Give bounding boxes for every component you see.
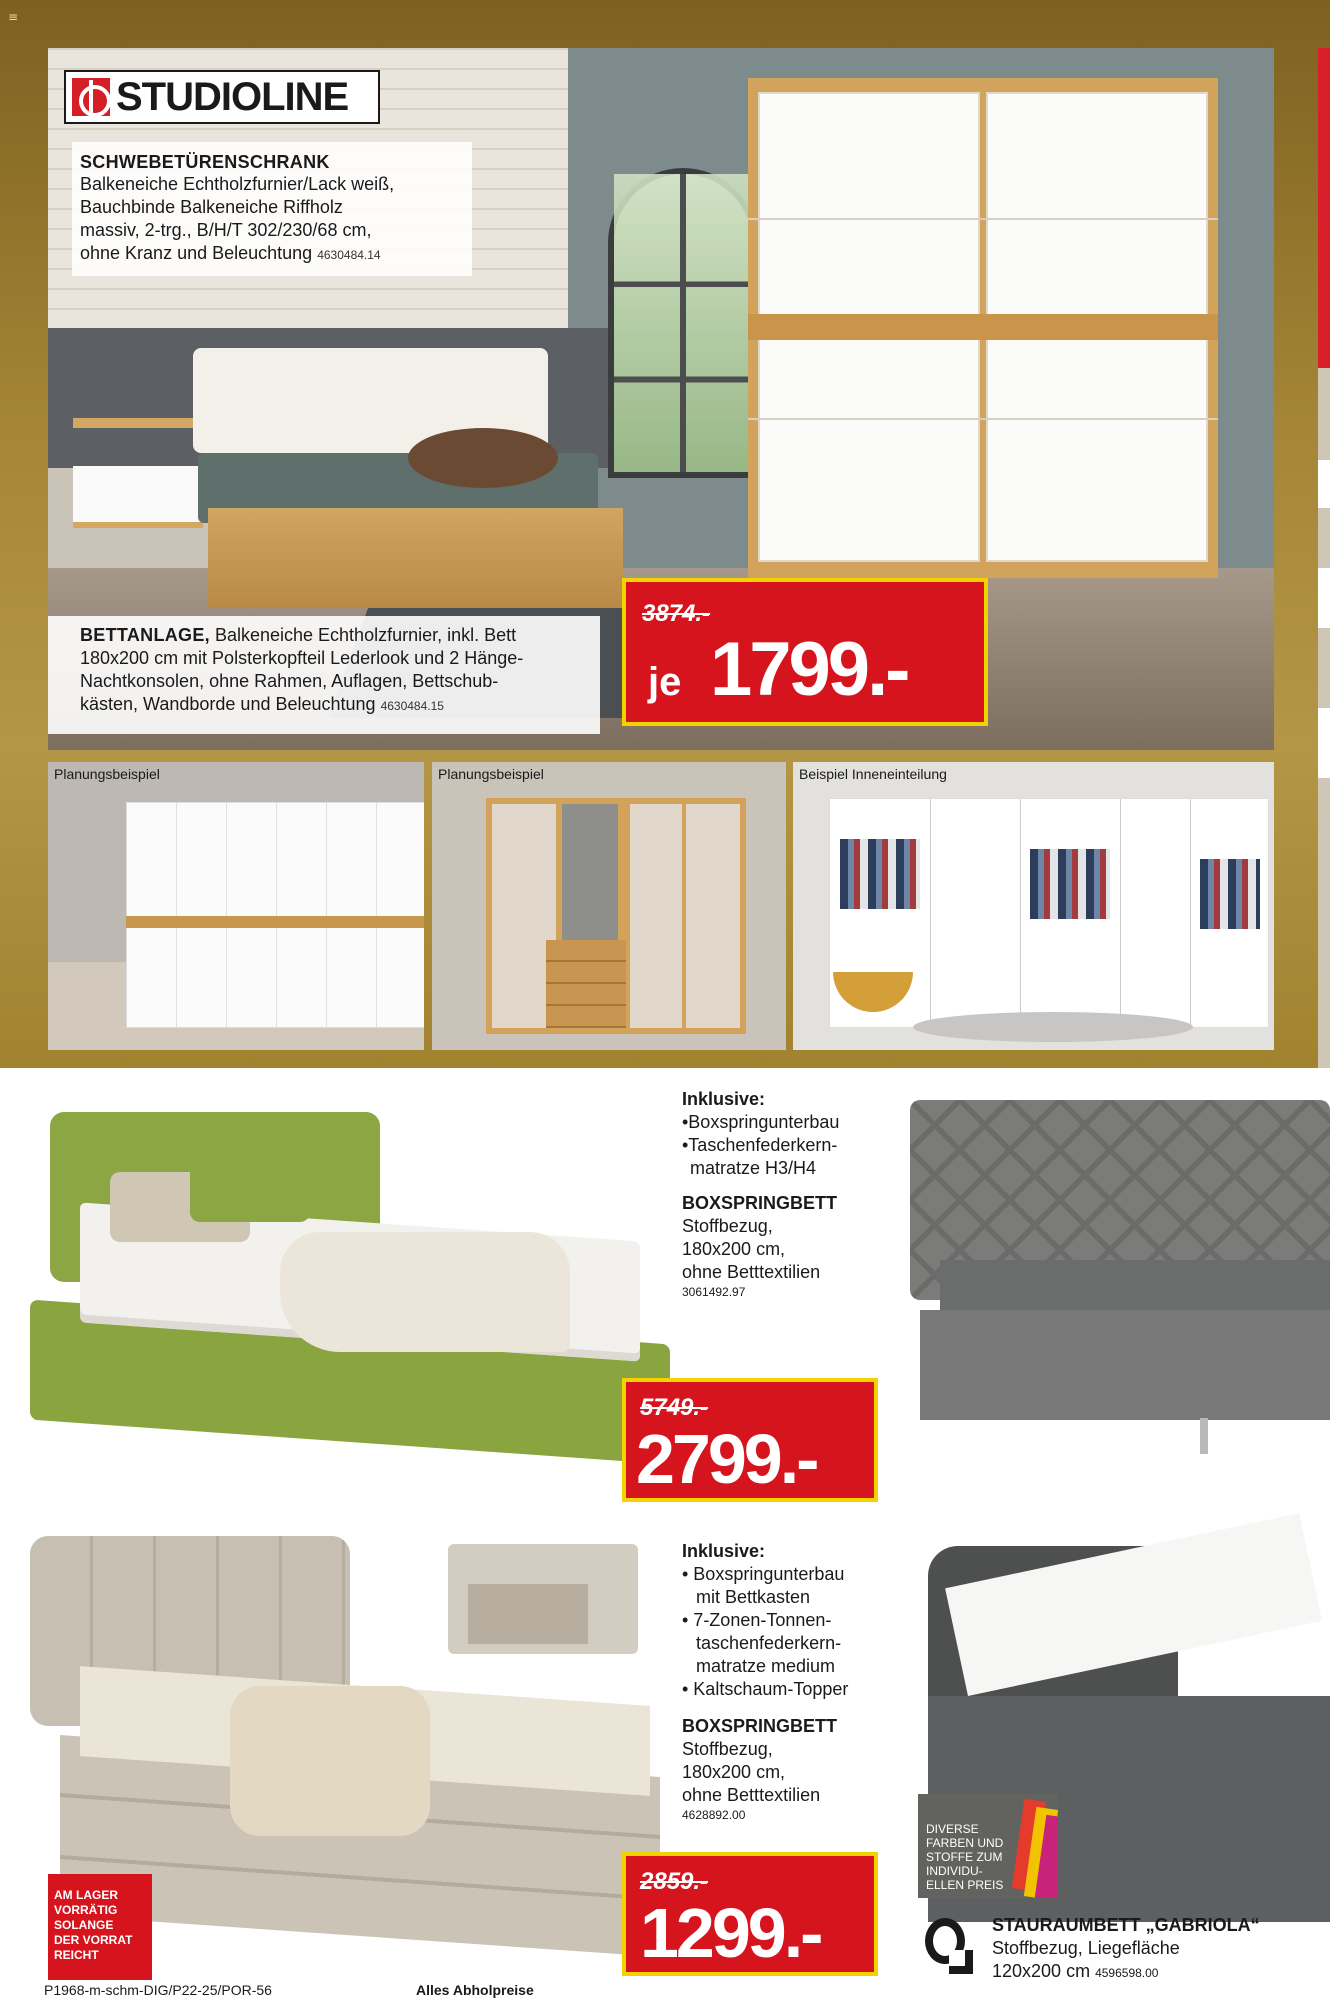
bedroom-set-line: Balkeneiche Echtholzfurnier, inkl. Bett <box>209 625 517 645</box>
new-price: 1299.- <box>640 1894 821 1972</box>
hero-price-prefix: je <box>648 660 682 704</box>
includes-item: • Kaltschaum-Topper <box>682 1679 849 1699</box>
badge-line: INDIVIDU- <box>926 1864 983 1878</box>
old-price: 2859.- <box>640 1868 709 1895</box>
brand-q-logo-icon <box>925 1918 965 1964</box>
studioline-logo <box>64 70 380 124</box>
includes-item: •Boxspringunterbau <box>682 1112 840 1132</box>
panel-label: Beispiel Inneneinteilung <box>799 766 947 782</box>
badge-line: SOLANGE <box>54 1918 114 1932</box>
product-title: STAURAUMBETT „GABRIOLA“ <box>992 1915 1260 1935</box>
studioline-logo-icon <box>72 78 110 116</box>
green-boxspring-info <box>682 1088 912 1300</box>
badge-line: REICHT <box>54 1948 99 1962</box>
wardrobe-article-no: 4630484.14 <box>317 248 381 262</box>
product-line: 180x200 cm, <box>682 1762 786 1782</box>
product-title: BOXSPRINGBETT <box>682 1193 838 1213</box>
wardrobe-line: ohne Kranz und Beleuchtung <box>80 243 313 263</box>
includes-item: • Boxspringunterbau <box>682 1564 845 1584</box>
bedroom-set-line: kästen, Wandborde und Beleuchtung <box>80 694 376 714</box>
panel-label: Planungsbeispiel <box>438 766 544 782</box>
sliding-wardrobe-image <box>748 78 1218 578</box>
badge-line: DER VORRAT <box>54 1933 133 1947</box>
includes-item: • 7-Zonen-Tonnen- <box>682 1610 832 1630</box>
product-line: ohne Betttextilien <box>682 1785 821 1805</box>
badge-line: STOFFE ZUM <box>926 1850 1003 1864</box>
includes-item: taschenfederkern- <box>696 1633 842 1653</box>
bedroom-set-line: 180x200 cm mit Polsterkopfteil Lederlook und 2 Hänge- <box>80 648 524 668</box>
includes-title: Inklusive: <box>682 1541 766 1561</box>
menu-icon[interactable]: ≡ <box>8 10 19 24</box>
footer-note: Alles Abholpreise <box>416 1982 534 1998</box>
includes-item: matratze medium <box>696 1656 836 1676</box>
panel-label: Planungsbeispiel <box>54 766 160 782</box>
colour-options-badge <box>918 1794 1058 1898</box>
beige-boxspring-price-tag <box>622 1852 878 1976</box>
product-title: BOXSPRINGBETT <box>682 1716 838 1736</box>
beige-boxspring-info <box>682 1540 922 1823</box>
bedroom-set-description <box>48 616 600 734</box>
badge-line: VORRÄTIG <box>54 1903 118 1917</box>
bedroom-set-title: BETTANLAGE, <box>80 625 210 645</box>
bedroom-set-line: Nachtkonsolen, ohne Rahmen, Auflagen, Bettschub- <box>80 671 499 691</box>
logo-text: STUDIOLINE <box>116 74 349 119</box>
hero-new-price: 1799.- <box>710 627 908 712</box>
next-page-preview[interactable] <box>1318 48 1330 1068</box>
product-line: Stoffbezug, <box>682 1739 773 1759</box>
badge-line: DIVERSE <box>926 1822 979 1836</box>
product-line: 120x200 cm <box>992 1961 1091 1981</box>
includes-title: Inklusive: <box>682 1089 766 1109</box>
hero-price-tag <box>622 578 988 726</box>
bed-storage-detail-image <box>448 1544 638 1654</box>
badge-line: FARBEN UND <box>926 1836 1004 1850</box>
includes-item: mit Bettkasten <box>696 1587 811 1607</box>
in-stock-badge <box>48 1874 152 1980</box>
green-boxspring-bed-image <box>30 1112 676 1456</box>
article-no: 3061492.97 <box>682 1285 746 1299</box>
wardrobe-line: massiv, 2-trg., B/H/T 302/230/68 cm, <box>80 220 372 240</box>
bedroom-set-article-no: 4630484.15 <box>380 699 444 713</box>
footer-code: P1968-m-schm-DIG/P22-25/POR-56 <box>44 1982 272 1998</box>
badge-line: ELLEN PREIS <box>926 1878 1004 1892</box>
planning-example-2 <box>432 762 786 1050</box>
wardrobe-line: Bauchbinde Balkeneiche Riffholz <box>80 197 343 217</box>
article-no: 4628892.00 <box>682 1808 746 1822</box>
product-line: ohne Betttextilien <box>682 1262 821 1282</box>
includes-item: •Taschenfederkern- <box>682 1135 838 1155</box>
product-line: Stoffbezug, <box>682 1216 773 1236</box>
green-boxspring-price-tag <box>622 1378 878 1502</box>
wardrobe-title: SCHWEBETÜRENSCHRANK <box>80 152 330 172</box>
old-price: 5749.- <box>640 1394 709 1421</box>
gabriola-info <box>992 1914 1322 1983</box>
product-line: 180x200 cm, <box>682 1239 786 1259</box>
includes-item: matratze H3/H4 <box>690 1158 817 1178</box>
interior-example <box>793 762 1274 1050</box>
badge-line: AM LAGER <box>54 1888 118 1902</box>
wardrobe-line: Balkeneiche Echtholzfurnier/Lack weiß, <box>80 174 395 194</box>
article-no: 4596598.00 <box>1095 1966 1159 1980</box>
new-price: 2799.- <box>636 1420 817 1498</box>
hero-old-price: 3874.- <box>642 600 711 627</box>
planning-example-1 <box>48 762 424 1050</box>
wardrobe-description <box>72 142 472 276</box>
product-line: Stoffbezug, Liegefläche <box>992 1938 1180 1958</box>
grey-boxspring-bed-image <box>910 1100 1330 1450</box>
